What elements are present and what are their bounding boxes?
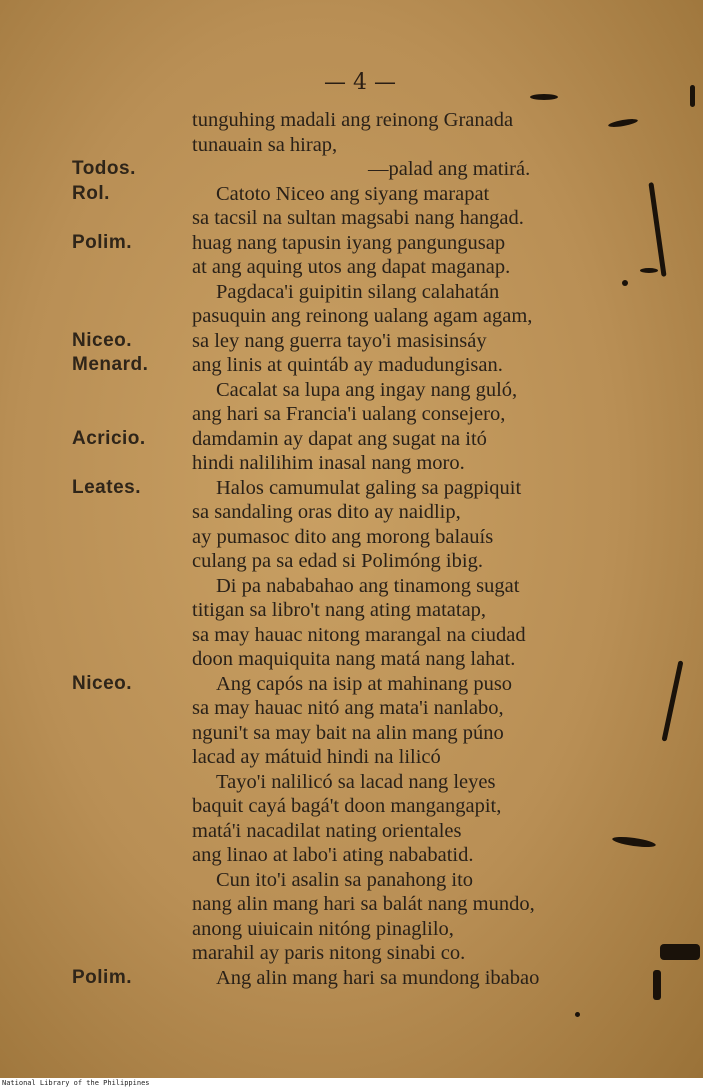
verse-text: ang linis at quintáb ay madudungisan.	[192, 354, 503, 376]
page-number: — 4 —	[324, 70, 396, 95]
speaker-label: Polim.	[72, 966, 133, 988]
verse-text: anong uiuicain nitóng pinaglilo,	[192, 917, 454, 940]
verse-text: ang hari sa Francia'i ualang consejero,	[192, 403, 506, 425]
verse-text: nang alin mang hari sa balát nang mundo,	[192, 893, 535, 915]
verse-text: Tayo'i nalilicó sa lacad nang leyes	[216, 770, 496, 793]
verse-line	[0, 402, 703, 427]
verse-line	[0, 868, 703, 893]
verse-line	[0, 108, 703, 133]
verse-text: sa tacsil na sultan magsabi nang hangad.	[192, 207, 524, 229]
verse-text: baquit cayá bagá't doon mangangapit,	[192, 795, 502, 817]
verse-text: tunauain sa hirap,	[192, 133, 338, 156]
verse-text: Cacalat sa lupa ang ingay nang guló,	[216, 378, 518, 401]
verse-text: Cun ito'i asalin sa panahong ito	[216, 868, 474, 891]
verse-line	[0, 549, 703, 574]
verse-line	[0, 451, 703, 476]
verse-text: matá'i nacadilat nating orientales	[192, 819, 462, 842]
verse-text: —palad ang matirá.	[368, 158, 531, 180]
verse-text: lacad ay mátuid hindi na lilicó	[192, 746, 441, 768]
verse-text: sa ley nang guerra tayo'i masisinsáy	[192, 329, 487, 352]
verse-line	[0, 721, 703, 746]
verse-text: tunguhing madali ang reinong Granada	[192, 109, 514, 131]
verse-text: marahil ay paris nitong sinabi co.	[192, 942, 466, 964]
verse-line	[0, 598, 703, 623]
verse-line	[0, 157, 703, 182]
speaker-label: Acricio.	[72, 427, 146, 449]
verse-line	[0, 182, 703, 207]
verse-line	[0, 843, 703, 868]
verse-text: hindi nalilihim inasal nang moro.	[192, 452, 465, 474]
verse-text: culang pa sa edad si Polimóng ibig.	[192, 550, 483, 572]
verse-line	[0, 574, 703, 599]
verse-line	[0, 133, 703, 158]
ink-blot	[622, 280, 628, 286]
verse-line	[0, 623, 703, 648]
speaker-label: Niceo.	[72, 672, 133, 694]
verse-text: sa may hauac nitó ang mata'i nanlabo,	[192, 697, 504, 719]
verse-lines	[0, 108, 703, 990]
ink-blot	[690, 85, 695, 107]
verse-line	[0, 745, 703, 770]
verse-line	[0, 941, 703, 966]
library-footer: National Library of the Philippines	[2, 1079, 150, 1087]
verse-line	[0, 378, 703, 403]
verse-line	[0, 696, 703, 721]
speaker-label: Leates.	[72, 476, 141, 498]
verse-text: doon maquiquita nang matá nang lahat.	[192, 648, 516, 670]
ink-blot	[660, 944, 700, 960]
verse-line	[0, 672, 703, 697]
verse-line	[0, 304, 703, 329]
verse-text: damdamin ay dapat ang sugat na itó	[192, 427, 487, 450]
verse-line	[0, 794, 703, 819]
verse-text: huag nang tapusin iyang pangungusap	[192, 231, 506, 254]
verse-text: Ang alin mang hari sa mundong ibabao	[216, 966, 540, 989]
verse-text: ang linao at labo'i ating nababatid.	[192, 844, 474, 866]
verse-text: Catoto Niceo ang siyang marapat	[216, 182, 490, 205]
verse-line	[0, 329, 703, 354]
verse-line	[0, 353, 703, 378]
verse-line	[0, 966, 703, 991]
verse-line	[0, 206, 703, 231]
verse-line	[0, 525, 703, 550]
verse-line	[0, 819, 703, 844]
verse-text: ay pumasoc dito ang morong balauís	[192, 525, 494, 548]
verse-text: Di pa nababahao ang tinamong sugat	[216, 574, 520, 597]
verse-text: nguni't sa may bait na alin mang púno	[192, 721, 504, 744]
verse-line	[0, 770, 703, 795]
speaker-label: Menard.	[72, 354, 149, 375]
verse-text: Halos camumulat galing sa pagpiquit	[216, 476, 522, 499]
verse-text: titigan sa libro't nang ating matatap,	[192, 599, 487, 621]
verse-line	[0, 892, 703, 917]
ink-blot	[530, 94, 558, 100]
verse-text: Pagdaca'i guipitin silang calahatán	[216, 280, 500, 303]
speaker-label: Niceo.	[72, 329, 133, 351]
speaker-label: Polim.	[72, 231, 133, 253]
verse-line	[0, 280, 703, 305]
verse-line	[0, 231, 703, 256]
verse-text: sa sandaling oras dito ay naidlip,	[192, 501, 461, 523]
verse-line	[0, 476, 703, 501]
speaker-label: Todos.	[72, 158, 136, 179]
verse-line	[0, 917, 703, 942]
ink-blot	[640, 268, 658, 273]
verse-text: at ang aquing utos ang dapat maganap.	[192, 256, 511, 278]
verse-text: sa may hauac nitong marangal na ciudad	[192, 623, 526, 646]
ink-blot	[575, 1012, 580, 1017]
speaker-label: Rol.	[72, 182, 110, 204]
verse-line	[0, 427, 703, 452]
verse-line	[0, 500, 703, 525]
verse-line	[0, 255, 703, 280]
verse-text: pasuquin ang reinong ualang agam agam,	[192, 305, 533, 327]
ink-blot	[653, 970, 661, 1000]
verse-line	[0, 647, 703, 672]
verse-text: Ang capós na isip at mahinang puso	[216, 672, 513, 695]
